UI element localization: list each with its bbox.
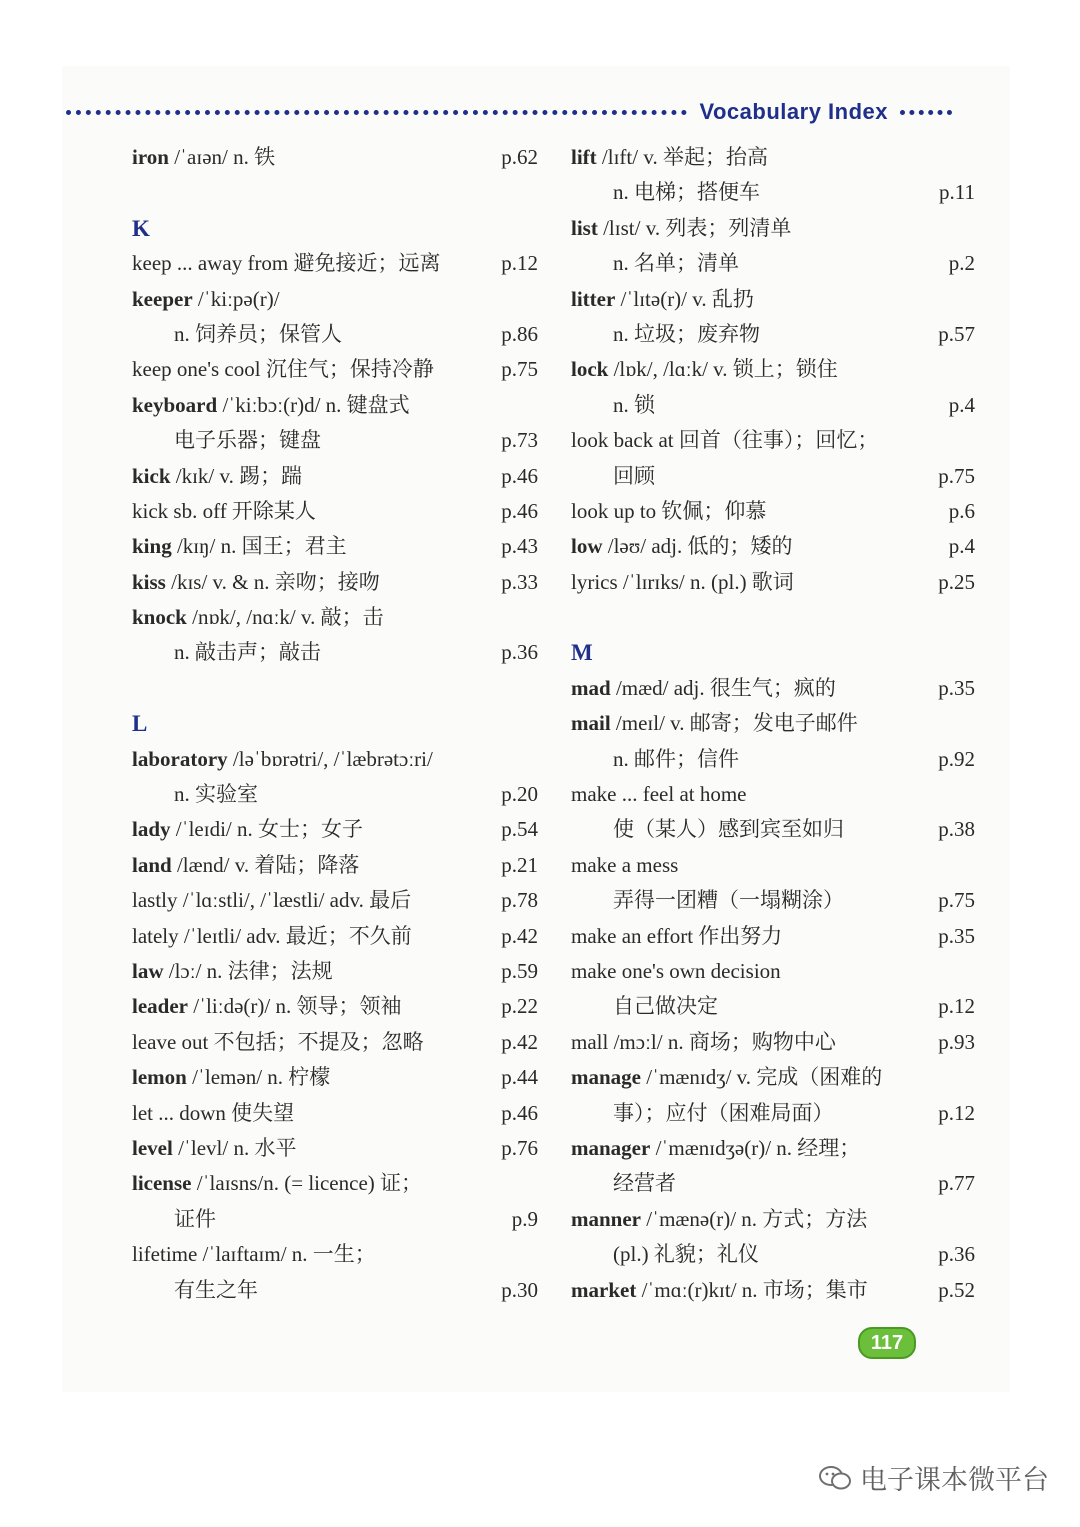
page-reference: p.12 <box>938 994 975 1019</box>
vocab-entry <box>571 282 975 317</box>
headword: level <box>132 1135 173 1160</box>
page-reference: p.46 <box>501 463 538 488</box>
entry-text <box>571 706 858 741</box>
entry-text <box>132 459 302 494</box>
vocab-entry <box>571 919 975 954</box>
page-reference: p.42 <box>501 923 538 948</box>
entry-definition: /kɪŋ/ n. 国王；君主 <box>171 534 347 559</box>
page-reference: p.22 <box>501 994 538 1019</box>
vocab-entry <box>571 1060 975 1095</box>
entry-text <box>571 352 838 387</box>
vocab-entry <box>132 742 538 777</box>
vocab-entry <box>132 600 538 635</box>
vocab-entry <box>132 1096 538 1131</box>
headword: lemon <box>132 1065 187 1090</box>
entry-text <box>613 1237 759 1272</box>
entry-definition: look up to 钦佩；仰慕 <box>571 498 767 523</box>
page-reference: p.92 <box>938 746 975 771</box>
vocab-entry <box>571 1202 975 1237</box>
entry-definition: /meɪl/ v. 邮寄；发电子邮件 <box>610 711 858 736</box>
entry-definition: /kɪs/ v. & n. 亲吻；接吻 <box>165 569 380 594</box>
entry-continuation <box>132 423 538 458</box>
entry-text <box>132 1131 296 1166</box>
entry-text <box>571 848 678 883</box>
vocab-entry <box>571 211 975 246</box>
entry-definition: /lɒk/, /lɑːk/ v. 锁上；锁住 <box>608 357 838 382</box>
entry-text <box>613 1096 834 1131</box>
entry-definition: /ləʊ/ adj. 低的；矮的 <box>602 534 793 559</box>
entry-definition: leave out 不包括；不提及；忽略 <box>132 1029 424 1054</box>
headword: lock <box>571 357 609 382</box>
headword: iron <box>132 145 169 169</box>
entry-definition: n. 垃圾；废弃物 <box>613 321 760 346</box>
entry-definition: make one's own decision <box>571 958 781 983</box>
page-reference: p.46 <box>501 1100 538 1125</box>
entry-continuation <box>132 1202 538 1237</box>
spacer <box>132 671 538 706</box>
entry-text <box>132 282 280 317</box>
vocab-entry <box>132 812 538 847</box>
entry-text <box>132 742 433 777</box>
vocab-entry <box>571 848 975 883</box>
entry-definition: /ˈliːdə(r)/ n. 领导；领袖 <box>187 994 402 1019</box>
entry-text <box>174 1202 216 1237</box>
page-reference: p.46 <box>501 498 538 523</box>
page-reference: p.93 <box>938 1029 975 1054</box>
vocab-entry <box>132 282 538 317</box>
entry-definition: /ˈlemən/ n. 柠檬 <box>186 1065 331 1090</box>
entry-definition: lastly /ˈlɑːstli/, /ˈlæstli/ adv. 最后 <box>132 888 412 913</box>
headword: low <box>571 534 603 559</box>
right-column <box>571 140 975 1308</box>
entry-definition: n. 电梯；搭便车 <box>613 180 760 205</box>
entry-continuation <box>571 742 975 777</box>
entry-text <box>613 812 844 847</box>
headword: knock <box>132 605 187 630</box>
entry-text <box>132 1166 422 1201</box>
vocab-entry <box>571 954 975 989</box>
vocab-entry <box>571 1273 975 1308</box>
vocab-entry <box>571 706 975 741</box>
headword: keyboard <box>132 392 218 417</box>
page-reference: p.21 <box>501 852 538 877</box>
headword: list <box>571 215 598 240</box>
entry-text <box>132 246 441 281</box>
entry-definition: /nɒk/, /nɑːk/ v. 敲；击 <box>186 605 384 630</box>
entry-definition: keep ... away from 避免接近；远离 <box>132 251 441 276</box>
entry-text <box>132 565 380 600</box>
entry-definition: /ˈlaɪsns/n. (= licence) 证； <box>191 1171 423 1196</box>
header-dotted-rule-end <box>900 110 952 115</box>
headword: license <box>132 1171 192 1196</box>
entry-definition: n. 饲养员；保管人 <box>174 321 342 346</box>
entry-text <box>132 494 316 529</box>
page-reference: p.78 <box>501 888 538 913</box>
entry-definition: /mæd/ adj. 很生气；疯的 <box>610 675 836 700</box>
entry-continuation <box>571 388 975 423</box>
vocab-entry <box>132 565 538 600</box>
page-reference: p.73 <box>501 428 538 453</box>
entry-text <box>571 1202 867 1237</box>
entry-definition: n. 名单；清单 <box>613 251 739 276</box>
entry-definition: /kɪk/ v. 踢；踹 <box>170 463 303 488</box>
entry-text <box>613 388 655 423</box>
headword: market <box>571 1277 637 1302</box>
entry-continuation <box>571 175 975 210</box>
vocab-entry <box>571 777 975 812</box>
page-reference: p.75 <box>938 463 975 488</box>
entry-text <box>132 140 275 175</box>
headword: keeper <box>132 286 193 311</box>
entry-definition: let ... down 使失望 <box>132 1100 295 1125</box>
headword: law <box>132 958 164 983</box>
entry-definition: /ˈlɪtə(r)/ v. 乱扔 <box>615 286 754 311</box>
vocab-entry <box>571 494 975 529</box>
entry-definition: look back at 回首（往事）；回忆； <box>571 428 879 453</box>
page-reference: p.77 <box>938 1171 975 1196</box>
entry-text <box>132 1237 376 1272</box>
entry-text <box>174 635 321 670</box>
page-reference: p.43 <box>501 534 538 559</box>
vocab-entry <box>132 352 538 387</box>
entry-definition: (pl.) 礼貌；礼仪 <box>613 1242 759 1267</box>
entry-text <box>571 282 754 317</box>
page-number-badge: 117 <box>858 1327 916 1359</box>
entry-definition: mall /mɔːl/ n. 商场；购物中心 <box>571 1029 836 1054</box>
entry-text <box>571 1131 860 1166</box>
vocab-entry <box>132 1131 538 1166</box>
entry-definition: make a mess <box>571 852 679 877</box>
chat-bubbles-icon <box>818 1465 852 1491</box>
page-reference: p.30 <box>501 1277 538 1302</box>
spacer <box>571 600 975 635</box>
entry-text <box>613 989 718 1024</box>
page-reference: p.20 <box>501 782 538 807</box>
entry-text <box>571 1060 882 1095</box>
vocab-entry <box>132 1060 538 1095</box>
vocab-entry <box>571 565 975 600</box>
entry-text <box>613 459 655 494</box>
headword: manage <box>571 1065 641 1090</box>
entry-definition: lifetime /ˈlaɪftaɪm/ n. 一生； <box>132 1242 376 1267</box>
entry-continuation <box>132 777 538 812</box>
entry-text <box>132 812 363 847</box>
entry-text <box>571 954 781 989</box>
headword: laboratory <box>132 746 228 771</box>
entry-definition: /lɪst/ v. 列表；列清单 <box>597 215 792 240</box>
watermark <box>818 1458 1049 1497</box>
page-reference: p.6 <box>948 498 975 523</box>
entry-definition: /lɔː/ n. 法律；法规 <box>163 958 333 983</box>
entry-text <box>174 777 258 812</box>
page-reference: p.57 <box>938 321 975 346</box>
page-reference: p.12 <box>501 251 538 276</box>
entry-continuation <box>571 1166 975 1201</box>
vocab-entry <box>132 954 538 989</box>
page-reference: p.4 <box>948 392 975 417</box>
entry-text <box>132 529 347 564</box>
entry-text <box>132 600 384 635</box>
page-reference: p.36 <box>501 640 538 665</box>
entry-definition: 经营者 <box>613 1171 676 1196</box>
entry-continuation <box>571 1096 975 1131</box>
entry-definition: 证件 <box>174 1206 216 1231</box>
entry-definition: /ˈmɑː(r)kɪt/ n. 市场；集市 <box>636 1277 868 1302</box>
entry-definition: kick sb. off 开除某人 <box>132 498 316 523</box>
letter-heading: M <box>571 640 593 666</box>
vocab-entry <box>132 140 538 175</box>
vocab-entry <box>132 989 538 1024</box>
entry-text <box>132 883 411 918</box>
entry-continuation <box>132 317 538 352</box>
entry-text <box>174 317 342 352</box>
entry-text <box>613 175 760 210</box>
page-reference: p.86 <box>501 321 538 346</box>
entry-definition: 回顾 <box>613 463 655 488</box>
vocab-entry <box>571 671 975 706</box>
entry-text <box>613 742 739 777</box>
entry-definition: make ... feel at home <box>571 782 747 807</box>
headword: leader <box>132 994 188 1019</box>
vocab-entry <box>571 352 975 387</box>
page-reference: p.62 <box>501 145 538 169</box>
entry-definition: lyrics /ˈlɪrɪks/ n. (pl.) 歌词 <box>571 569 794 594</box>
headword: kiss <box>132 569 166 594</box>
headword: litter <box>571 286 616 311</box>
entry-text <box>132 848 359 883</box>
entry-text <box>174 1273 258 1308</box>
entry-definition: 事）；应付（困难局面） <box>613 1100 834 1125</box>
page-reference: p.33 <box>501 569 538 594</box>
left-column <box>132 140 538 1308</box>
headword: manager <box>571 1135 651 1160</box>
entry-definition: 弄得一团糟（一塌糊涂） <box>613 888 844 913</box>
headword: king <box>132 534 172 559</box>
page-reference: p.52 <box>938 1277 975 1302</box>
page-reference: p.54 <box>501 817 538 842</box>
headword: land <box>132 852 172 877</box>
entry-text <box>571 494 766 529</box>
entry-continuation <box>571 1237 975 1272</box>
headword: lift <box>571 145 597 169</box>
entry-text <box>132 1060 330 1095</box>
vocab-entry <box>132 529 538 564</box>
entry-text <box>174 423 321 458</box>
vocab-entry <box>571 140 975 175</box>
entry-definition: n. 实验室 <box>174 782 258 807</box>
page-reference: p.36 <box>938 1242 975 1267</box>
page-reference: p.44 <box>501 1065 538 1090</box>
entry-definition: keep one's cool 沉住气；保持冷静 <box>132 357 434 382</box>
vocab-entry <box>571 1025 975 1060</box>
entry-text <box>132 954 333 989</box>
entry-definition: /ˈlevl/ n. 水平 <box>172 1135 297 1160</box>
entry-definition: /lɪft/ v. 举起；抬高 <box>596 145 768 169</box>
vocab-entry <box>132 459 538 494</box>
page-reference: p.4 <box>948 534 975 559</box>
entry-continuation <box>132 635 538 670</box>
entry-definition: /ləˈbɒrətri/, /ˈlæbrətɔːri/ <box>227 746 433 771</box>
header-title: Vocabulary Index <box>699 99 888 124</box>
entry-continuation <box>571 812 975 847</box>
page-reference: p.25 <box>938 569 975 594</box>
entry-continuation <box>571 989 975 1024</box>
page-reference: p.35 <box>938 923 975 948</box>
vocab-entry <box>132 494 538 529</box>
entry-definition: lately /ˈleɪtli/ adv. 最近；不久前 <box>132 923 412 948</box>
headword: mail <box>571 711 611 736</box>
entry-definition: make an effort 作出努力 <box>571 923 783 948</box>
entry-text <box>571 565 794 600</box>
page-reference: p.35 <box>938 675 975 700</box>
header-dotted-rule <box>66 110 687 115</box>
entry-text <box>132 989 401 1024</box>
vocab-entry <box>132 883 538 918</box>
entry-definition: 使（某人）感到宾至如归 <box>613 817 844 842</box>
entry-text <box>132 352 434 387</box>
headword: manner <box>571 1206 641 1231</box>
entry-text <box>571 777 747 812</box>
entry-text <box>571 1273 868 1308</box>
entry-text <box>132 1025 424 1060</box>
entry-definition: 自己做决定 <box>613 994 718 1019</box>
entry-continuation <box>571 883 975 918</box>
vocab-entry <box>571 423 975 458</box>
vocab-entry <box>571 1131 975 1166</box>
entry-continuation <box>571 317 975 352</box>
vocab-entry <box>132 246 538 281</box>
vocab-entry <box>132 848 538 883</box>
page-reference: p.2 <box>948 251 975 276</box>
entry-text <box>571 1025 836 1060</box>
page-reference: p.75 <box>938 888 975 913</box>
entry-continuation <box>571 246 975 281</box>
vocab-entry <box>571 529 975 564</box>
page-reference: p.38 <box>938 817 975 842</box>
letter-heading: K <box>132 215 150 241</box>
page-reference: p.11 <box>939 180 975 205</box>
headword: kick <box>132 463 171 488</box>
entry-definition: /ˈmænɪdʒ/ v. 完成（困难的 <box>641 1065 883 1090</box>
entry-definition: /ˈkiːpə(r)/ <box>192 286 280 311</box>
entry-definition: /ˈleɪdi/ n. 女士；女子 <box>170 817 364 842</box>
entry-continuation <box>132 1273 538 1308</box>
entry-text <box>571 211 791 246</box>
entry-continuation <box>571 459 975 494</box>
section-header <box>66 97 952 127</box>
entry-text <box>132 1096 294 1131</box>
entry-definition: n. 锁 <box>613 392 655 417</box>
entry-text <box>571 423 878 458</box>
page-reference: p.9 <box>511 1206 538 1231</box>
entry-definition: /ˈaɪən/ n. 铁 <box>168 145 276 169</box>
entry-text <box>571 529 793 564</box>
spacer <box>132 175 538 210</box>
headword: mad <box>571 675 611 700</box>
entry-definition: /ˈmænə(r)/ n. 方式；方法 <box>641 1206 868 1231</box>
vocab-entry <box>132 1237 538 1272</box>
letter-heading: L <box>132 711 148 737</box>
vocab-entry <box>132 388 538 423</box>
entry-definition: /ˈmænɪdʒə(r)/ n. 经理； <box>650 1135 861 1160</box>
entry-text <box>613 1166 676 1201</box>
watermark-text: 电子课本微平台 <box>860 1465 1049 1496</box>
entry-text <box>571 671 836 706</box>
entry-definition: n. 邮件；信件 <box>613 746 739 771</box>
vocab-entry <box>132 1166 538 1201</box>
page-reference: p.75 <box>501 357 538 382</box>
entry-text <box>571 919 782 954</box>
headword: lady <box>132 817 171 842</box>
entry-definition: 电子乐器；键盘 <box>174 428 321 453</box>
vocab-entry <box>132 919 538 954</box>
page-reference: p.12 <box>938 1100 975 1125</box>
entry-text <box>132 388 410 423</box>
page-reference: p.59 <box>501 958 538 983</box>
entry-definition: /ˈkiːbɔː(r)d/ n. 键盘式 <box>217 392 410 417</box>
entry-definition: 有生之年 <box>174 1277 258 1302</box>
entry-text <box>613 246 739 281</box>
entry-definition: /lænd/ v. 着陆；降落 <box>171 852 360 877</box>
page-reference: p.42 <box>501 1029 538 1054</box>
entry-text <box>613 883 844 918</box>
entry-definition: n. 敲击声；敲击 <box>174 640 321 665</box>
entry-text <box>613 317 760 352</box>
entry-text <box>132 919 412 954</box>
page-reference: p.76 <box>501 1135 538 1160</box>
vocab-entry <box>132 1025 538 1060</box>
entry-text <box>571 140 768 175</box>
